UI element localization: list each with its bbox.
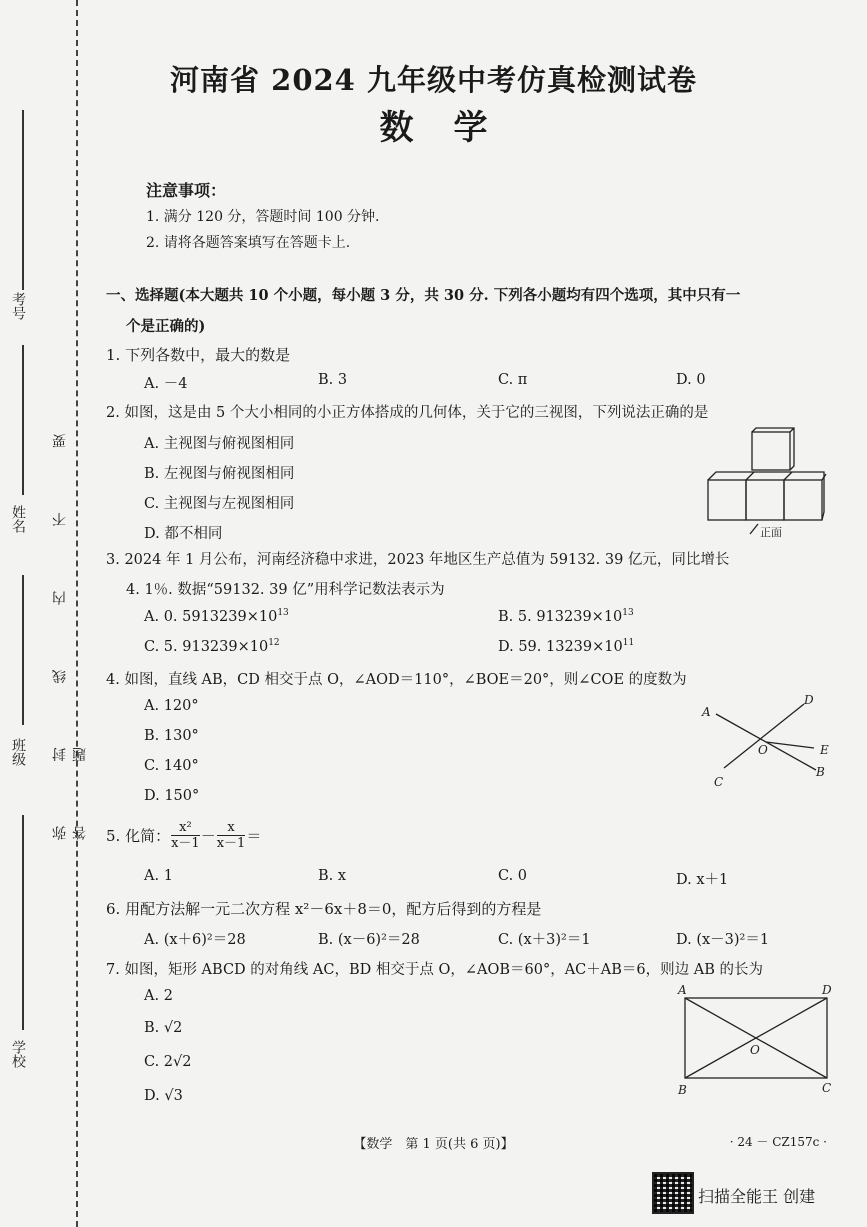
- school-line: [22, 815, 24, 1030]
- q3-option-c: C. 5. $913239\times 10^{12}$: [144, 638, 280, 655]
- exam-code: · 24 － CZ157c ·: [729, 1135, 827, 1149]
- exam-no-label: 考号: [10, 292, 26, 320]
- notice-item: 2. 请将各题答案填写在答题卡上.: [146, 235, 351, 251]
- q7-option-d: D. √3: [144, 1088, 183, 1104]
- q3-option-d: D. 59. $13239\times 10^{11}$: [498, 638, 635, 655]
- q6-option-d: D. (x－3)²＝1: [676, 932, 770, 948]
- q3-stem-line1: 3. 2024 年 1 月公布，河南经济稳中求进，2023 年地区生产总值为 59132. 39 亿元，同比增长: [106, 552, 730, 568]
- q1-option-a: A. －4: [144, 376, 188, 392]
- q6-option-b: B. (x－6)²＝28: [318, 932, 420, 948]
- svg-text:B: B: [678, 1083, 687, 1097]
- q1-option-c: C. π: [498, 372, 528, 388]
- svg-text:D: D: [804, 693, 814, 707]
- q5-option-b: B. x: [318, 868, 347, 884]
- q4-option-a: A. 120°: [144, 698, 199, 714]
- section-heading: 一、选择题(本大题共 10 个小题，每小题 3 分，共 30 分. 下列各小题均有四个选项，其中只有一: [106, 287, 741, 304]
- svg-text:A: A: [678, 983, 687, 997]
- svg-text:C: C: [822, 1081, 832, 1095]
- page-footer: 【数学 第 1 页(共 6 页)】: [353, 1137, 514, 1152]
- intersecting-lines-figure: [696, 690, 842, 795]
- qr-code-icon: [652, 1172, 694, 1214]
- school-label: 学校: [10, 1040, 26, 1068]
- svg-text:D: D: [822, 983, 832, 997]
- q7-option-b: B. √2: [144, 1020, 183, 1036]
- subject-title: 数学: [379, 108, 528, 148]
- svg-text:C: C: [714, 775, 724, 789]
- svg-text:O: O: [758, 743, 768, 757]
- q6-stem: 6. 用配方法解一元二次方程 x²－6x＋8＝0，配方后得到的方程是: [106, 900, 542, 918]
- q4-option-b: B. 130°: [144, 728, 199, 744]
- q2-figure-label: 正面: [760, 526, 782, 539]
- q2-option-d: D. 都不相同: [144, 526, 223, 542]
- q4-option-d: D. 150°: [144, 788, 200, 804]
- name-label: 姓名: [10, 505, 26, 533]
- q5-option-d: D. x＋1: [676, 872, 729, 888]
- q7-option-a: A. 2: [144, 988, 173, 1004]
- q2-option-b: B. 左视图与俯视图相同: [144, 466, 295, 482]
- q7-option-c: C. 2√2: [144, 1054, 192, 1070]
- q2-stem: 2. 如图，这是由 5 个大小相同的小正方体搭成的几何体，关于它的三视图，下列说法正确的是: [106, 405, 709, 421]
- q2-option-a: A. 主视图与俯视图相同: [144, 436, 295, 452]
- q4-stem: 4. 如图，直线 AB，CD 相交于点 O，∠AOD＝110°，∠BOE＝20°，则∠COE 的度数为: [106, 672, 687, 688]
- class-label: 班级: [10, 738, 26, 766]
- notice-item: 1. 满分 120 分，答题时间 100 分钟.: [146, 209, 380, 225]
- cube-figure: [700, 424, 840, 544]
- q3-option-b: B. 5. $913239\times 10^{13}$: [498, 608, 634, 625]
- q1-option-d: D. 0: [676, 372, 706, 388]
- svg-text:B: B: [816, 765, 825, 779]
- notice-heading: 注意事项：: [146, 181, 227, 200]
- q1-option-b: B. 3: [318, 372, 348, 388]
- scanner-watermark: 扫描全能王 创建: [698, 1187, 816, 1206]
- rectangle-figure: [670, 982, 845, 1100]
- svg-text:A: A: [702, 705, 711, 719]
- q2-option-c: C. 主视图与左视图相同: [144, 496, 295, 512]
- q6-option-c: C. (x＋3)²＝1: [498, 932, 591, 948]
- exam-title: 河南省 2024 九年级中考仿真检测试卷: [170, 63, 697, 97]
- svg-text:E: E: [820, 743, 829, 757]
- q4-option-c: C. 140°: [144, 758, 199, 774]
- q3-stem-line2: 4. 1％. 数据“59132. 39 亿”用科学记数法表示为: [126, 582, 445, 598]
- class-line: [22, 575, 24, 725]
- q5-option-c: C. 0: [498, 868, 528, 884]
- section-heading-cont: 个是正确的): [126, 318, 206, 335]
- seal-text: 弥 封 线 内 不 要 答 题: [52, 403, 88, 840]
- q1-stem: 1. 下列各数中，最大的数是: [106, 346, 291, 364]
- name-line: [22, 345, 24, 495]
- q6-option-a: A. (x＋6)²＝28: [144, 932, 246, 948]
- q7-stem: 7. 如图，矩形 ABCD 的对角线 AC，BD 相交于点 O，∠AOB＝60°，AC＋AB＝6，则边 AB 的长为: [106, 962, 763, 978]
- svg-text:O: O: [750, 1043, 760, 1057]
- q5-option-a: A. 1: [144, 868, 173, 884]
- q5-stem: 5. 化简： $\frac{\text{x²}}{x-1}$ － $\frac{x}{x-1}$ ＝: [106, 820, 262, 851]
- q3-option-a: A. 0. $5913239\times 10^{13}$: [144, 608, 289, 625]
